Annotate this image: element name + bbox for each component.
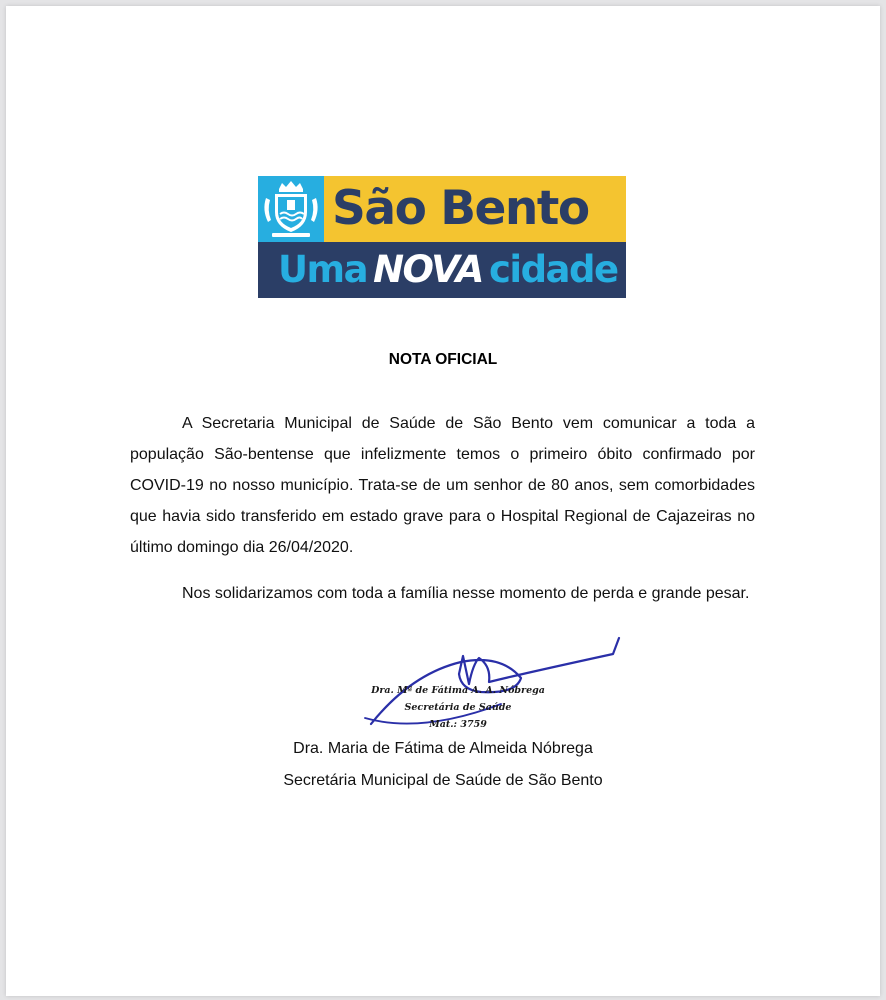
logo-slogan-uma: Uma	[278, 248, 368, 291]
body-paragraph-1: A Secretaria Municipal de Saúde de São Bento vem comunicar a toda a população São-bentense que infelizmente temos o primeiro óbito confirmado por COVID-19 no nosso município. Trata-se de um senhor de 80 anos, sem comorbidades que havia sido transferido em estado grave para o Hospital Regional de Cajazeiras no último domingo dia 26/04/2020.	[130, 415, 755, 556]
stamp-line-1: Dra. Mª de Fátima A. A. Nóbrega	[371, 685, 545, 696]
signatory-role: Secretária Municipal de Saúde de São Bento	[283, 772, 603, 789]
logo-title: São Bento	[332, 181, 589, 236]
crest-icon	[258, 176, 324, 242]
sao-bento-logo	[258, 176, 626, 298]
logo-slogan-nova: NOVA	[373, 248, 483, 291]
stamp-line-2: Secretária de Saúde	[404, 702, 512, 713]
signature-stamp	[358, 682, 558, 733]
body-paragraph-2: Nos solidarizamos com toda a família nesse momento de perda e grande pesar.	[182, 585, 750, 602]
logo-slogan	[278, 246, 618, 294]
document-title: NOTA OFICIAL	[388, 351, 498, 368]
logo-slogan-cidade: cidade	[488, 248, 618, 291]
document-page	[6, 6, 880, 996]
signatory-name: Dra. Maria de Fátima de Almeida Nóbrega	[293, 740, 593, 757]
stamp-line-3: Mat.: 3759	[429, 719, 487, 730]
